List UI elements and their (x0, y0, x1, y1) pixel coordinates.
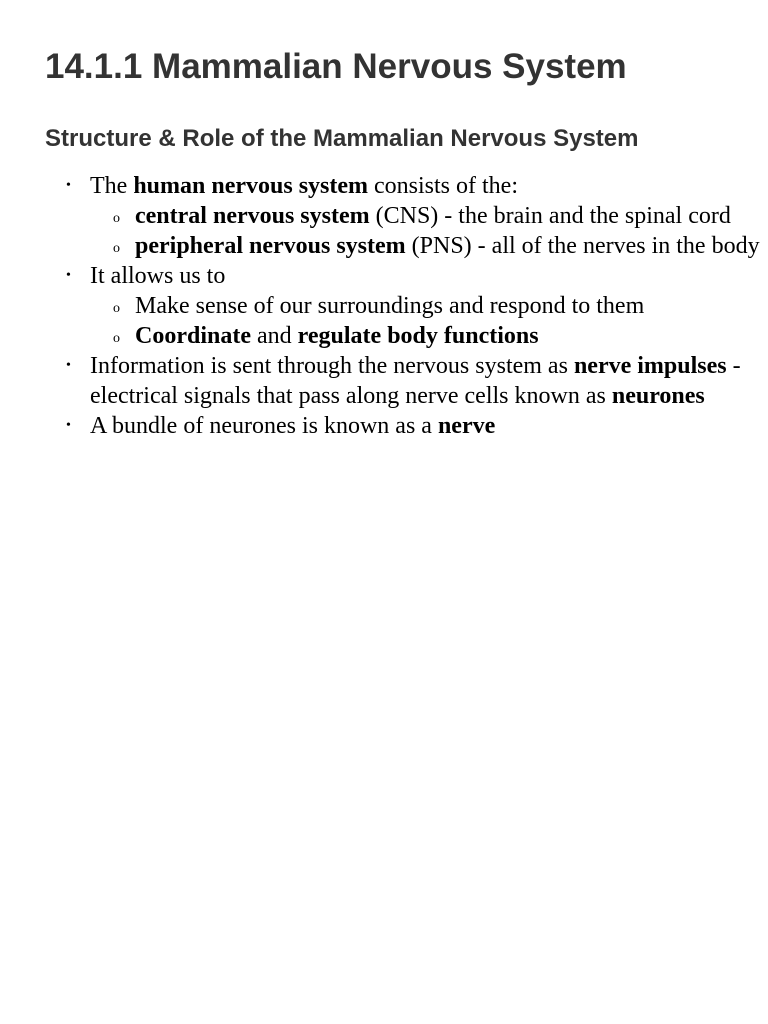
section-heading: Structure & Role of the Mammalian Nervous System (45, 125, 639, 152)
sub-list-item: o peripheral nervous system (PNS) - all of the nerves in the body (135, 231, 768, 261)
key-term: Coordinate (135, 323, 251, 349)
sub-list-item: o Make sense of our surroundings and respond to them (135, 291, 768, 321)
key-term: peripheral nervous system (135, 233, 406, 259)
key-term: human nervous system (133, 173, 369, 199)
list-item: • A bundle of neurones is known as a nerve (90, 411, 768, 441)
key-term: nerve impulses (573, 353, 727, 379)
list-item: • Information is sent through the nervous system as nerve impulses - electrical signals that pass along nerve cells known as neurones (90, 351, 768, 411)
sub-list-item: o Coordinate and regulate body functions (135, 321, 768, 351)
list-item: • The human nervous system consists of the: o central nervous system (CNS) - the brain and the spinal cord o peripheral nervous system (PNS) - all of the nerves in the body (90, 171, 768, 261)
sub-bullet-list (90, 201, 768, 261)
key-term: central nervous system (135, 203, 370, 229)
key-term: neurones (611, 383, 705, 409)
key-term: nerve (437, 413, 496, 439)
list-item: • It allows us to o Make sense of our surroundings and respond to them o Coordinate and regulate body functions (90, 261, 768, 351)
sub-list-item: o central nervous system (CNS) - the brain and the spinal cord (135, 201, 768, 231)
key-term: regulate body functions (297, 323, 539, 349)
page-title: 14.1.1 Mammalian Nervous System (45, 47, 627, 86)
bullet-list (45, 171, 768, 441)
sub-bullet-list (90, 291, 768, 351)
